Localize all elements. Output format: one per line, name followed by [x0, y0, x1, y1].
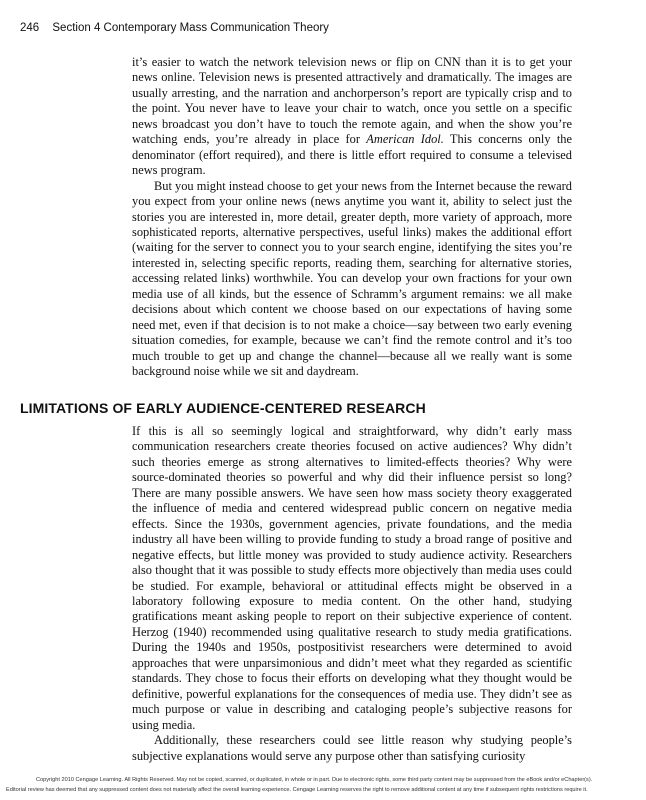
paragraph: Additionally, these researchers could see little reason why studying people’s subjective explanations would serve any purpose other than satisfying curiosity — [132, 733, 572, 763]
paragraph-continued — [132, 55, 572, 179]
body-text-top — [132, 55, 572, 380]
copyright-notice — [0, 776, 646, 795]
paragraph-text-after: This concerns only the denominator (effort required), and there is little effort required to consume a televised news program. — [132, 132, 572, 178]
copyright-line: Copyright 2010 Cengage Learning. All Rights Reserved. May not be copied, scanned, or duplicated, in whole or in part. Due to electronic rights, some third party content may be suppressed from the eBook and/or eChapter(s). — [36, 777, 593, 783]
paragraph: But you might instead choose to get your news from the Internet because the reward you expect from your online news (news anytime you want it, ability to select just the stories you are interested in, more detail, greater depth, more variety of approach, more sophisticated reports, alternative perspectives, useful links) makes the additional effort (waiting for the server to connect you to your search engine, identifying the sites you’re interested in, selecting specific reports, reading them, searching for alternative stories, accessing related links) worthwhile. You can develop your own fractions for your own media use of all kinds, but the essence of Schramm’s argument remains: we all make decisions about which content we choose based on our expectations of having some need met, even if that decision is to not make a choice—say between two early evening situation comedies, for example, because we can’t find the remote control and it’s too much trouble to get up and change the channel—because all we really want is some background noise while we sit and daydream. — [132, 178, 572, 379]
body-text-bottom — [132, 424, 572, 764]
show-title-italic: American Idol. — [366, 132, 444, 147]
paragraph-text-before: it’s easier to watch the network television news or flip on CNN than it is to get your news online. Television news is presented attractively and dramatically. The images are usually arresting, and the narration and anchorperson’s report are typically crisp and to the point. You never have to leave your chair to watch, once you settle on a specific news broadcast you don’t have to touch the remote again, and when the show you’re watching ends, you’re already in place for — [132, 55, 572, 147]
page-number: 246 — [20, 22, 40, 34]
running-head-title: Section 4 Contemporary Mass Communication Theory — [52, 22, 329, 34]
running-head — [20, 22, 329, 34]
paragraph: If this is all so seemingly logical and straightforward, why didn’t early mass communication researchers create theories focused on active audiences? Why didn’t such theories emerge as strong alternatives to limited-effects theories? Why were source-dominated theories so powerful and why did their influence persist so long? There are many possible answers. We have seen how mass society theory exaggerated the influence of media and centered widespread public concern on negative media effects. Since the 1930s, government agencies, private foundations, and the media industry all have been willing to provide funding to study a broad range of positive and negative effects, but little money was provided to study audience activity. Researchers also thought that it was possible to study effects more objectively than media uses could be studied. For example, behavioral or attitudinal effects might be observed in a laboratory following exposure to media content. On the other hand, studying gratifications meant asking people to report on their subjective experience of content. Herzog (1940) recommended using qualitative research to study media gratifications. During the 1940s and 1950s, postpositivist researchers were determined to avoid approaches that were unparsimonious and didn’t meet what they regarded as scientific standards. They chose to focus their efforts on developing what they thought would be definitive, powerful explanations for the consequences of media use. They didn’t see as much purpose or value in describing and cataloging people’s subjective reasons for using media. — [132, 424, 572, 732]
section-heading: LIMITATIONS OF EARLY AUDIENCE-CENTERED RESEARCH — [20, 400, 426, 416]
copyright-line: Editorial review has deemed that any suppressed content does not materially affect the overall learning experience. Cengage Learning reserves the right to remove additional content at any time if subsequent rights restrictions require it. — [6, 786, 588, 793]
